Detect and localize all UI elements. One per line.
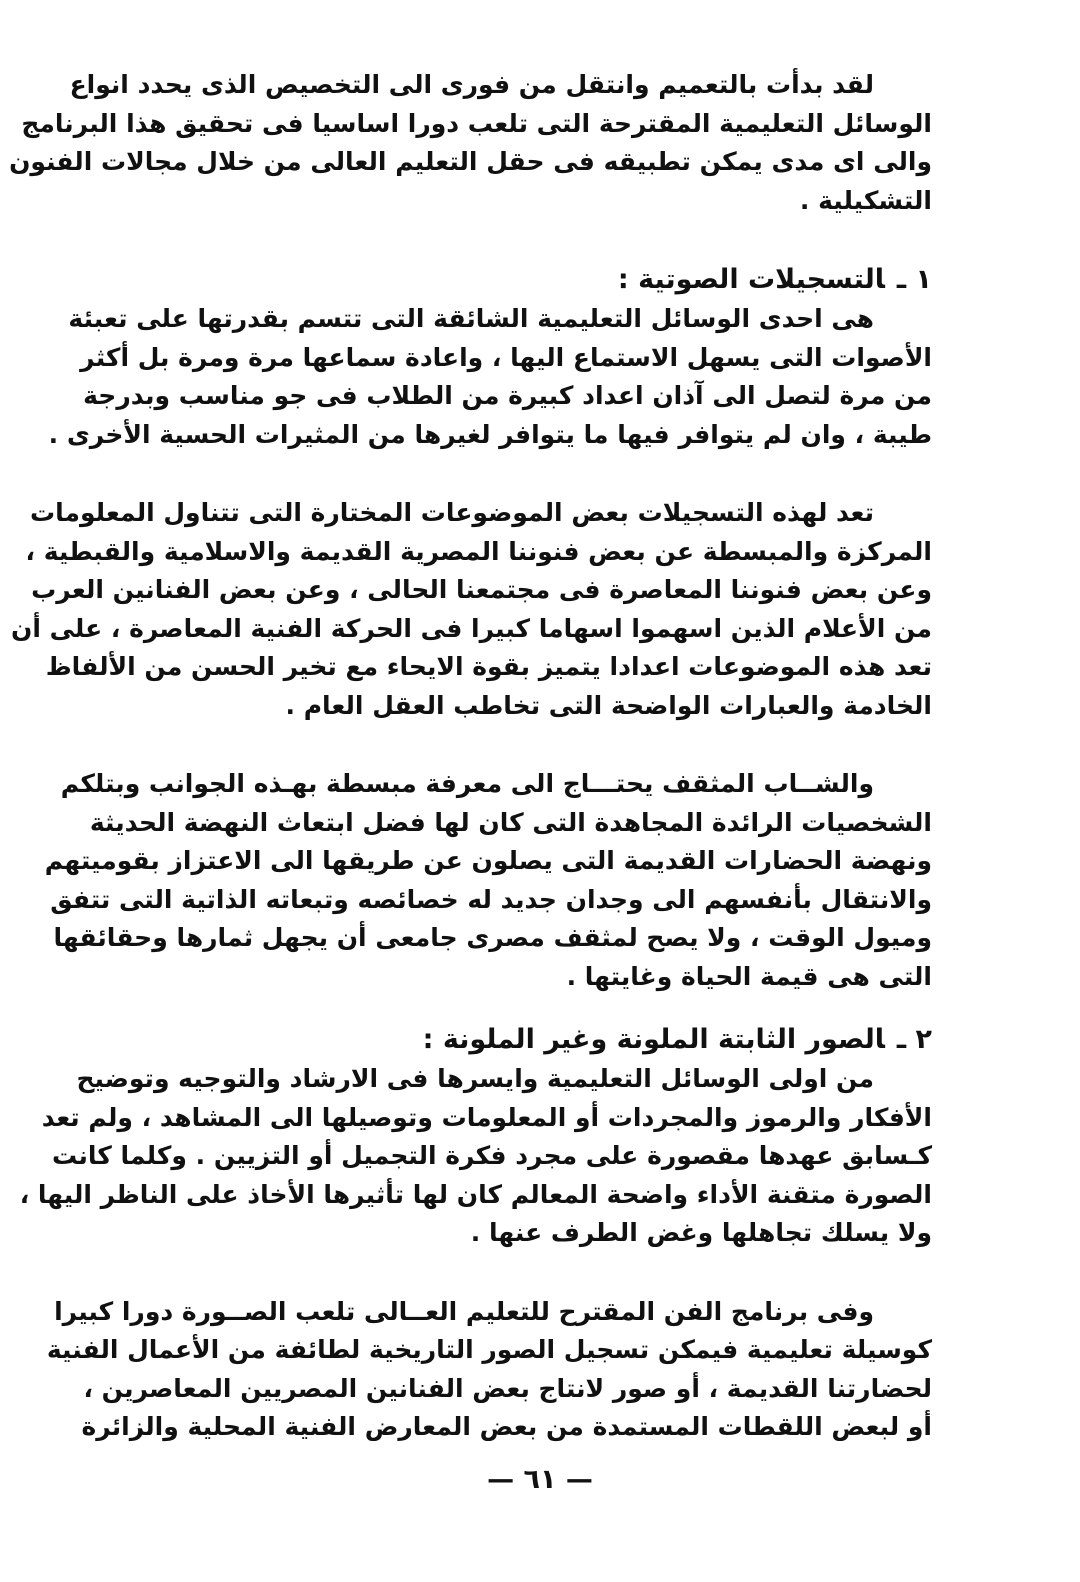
spacer [140, 220, 932, 260]
page-number: — ٦١ — [487, 1464, 593, 1495]
text-line: الأفكار والرموز والمجردات أو المعلومات وتوصيلها الى المشاهد ، ولم تعد [41, 1102, 932, 1132]
text-line: تعد هذه الموضوعات اعدادا يتميز بقوة الايحاء مع تخير الحسن من الألفاظ [45, 652, 932, 681]
text-line: المركزة والمبسطة عن بعض فنوننا المصرية القديمة والاسلامية والقبطية ، [25, 536, 932, 566]
text-line: الشخصيات الرائدة المجاهدة التى كان لها فضل ابتعاث النهضة الحديثة [89, 807, 932, 837]
text-line: وعن بعض فنوننا المعاصرة فى مجتمعنا الحالى ، وعن بعض الفنانين العرب [31, 575, 932, 604]
text-line: الأصوات التى يسهل الاستماع اليها ، واعادة سماعها مرة ومرة بل أكثر [80, 342, 932, 372]
text-line: طيبة ، وان لم يتوافر فيها ما يتوافر لغيرها من المثيرات الحسية الأخرى . [48, 419, 932, 449]
text-line: من مرة لتصل الى آذان اعداد كبيرة من الطلاب فى جو مناسب وبدرجة [83, 381, 932, 410]
section-number: ٢ ـ [896, 1024, 932, 1055]
text-line: الخادمة والعبارات الواضحة التى تخاطب العقل العام . [285, 690, 932, 720]
section-title: التسجيلات الصوتية : [617, 264, 885, 295]
spacer [140, 725, 932, 765]
text-line: والشــاب المثقف يحتـــاج الى معرفة مبسطة بهـذه الجوانب وبتلكم [60, 769, 874, 798]
text-line: الصورة متقنة الأداء واضحة المعالم كان لها تأثيرها الأخاذ على الناظر اليها ، [19, 1179, 932, 1209]
text-line: لحضارتنا القديمة ، أو صور لانتاج بعض الفنانين المصريين المعاصرين ، [83, 1373, 932, 1403]
section1-paragraph-1 [48, 300, 932, 454]
text-line: من الأعلام الذين اسهموا اسهاما كبيرا فى الحركة الفنية المعاصرة ، على أن [11, 613, 932, 643]
text-line: كوسيلة تعليمية فيمكن تسجيل الصور التاريخية لطائفة من الأعمال الفنية [46, 1335, 932, 1364]
text-line: تعد لهذه التسجيلات بعض الموضوعات المختارة التى تتناول المعلومات [29, 498, 874, 527]
spacer [140, 454, 932, 494]
text-line: التى هى قيمة الحياة وغايتها . [566, 961, 932, 991]
section2-paragraph-1 [19, 1060, 932, 1253]
text-line: هى احدى الوسائل التعليمية الشائقة التى تتسم بقدرتها على تعبئة [68, 304, 874, 333]
spacer [140, 1253, 932, 1293]
text-line: ولا يسلك تجاهلها وغض الطرف عنها . [470, 1218, 932, 1247]
text-line: لقد بدأت بالتعميم وانتقل من فورى الى التخصيص الذى يحدد انواع [69, 70, 874, 99]
document-page [9, 66, 932, 1506]
text-line: وفى برنامج الفن المقترح للتعليم العــالى تلعب الصــورة دورا كبيرا [54, 1296, 874, 1326]
text-line: أو لبعض اللقطات المستمدة من بعض المعارض الفنية المحلية والزائرة [81, 1412, 932, 1441]
section-heading-audio-recordings [140, 260, 932, 300]
text-line: التشكيلية . [799, 185, 932, 215]
text-line: كـسابق عهدها مقصورة على مجرد فكرة التجميل أو التزيين . وكلما كانت [52, 1141, 932, 1170]
text-line: من اولى الوسائل التعليمية وايسرها فى الارشاد والتوجيه وتوضيح [76, 1064, 874, 1093]
section2-paragraph-2 [46, 1293, 932, 1447]
section1-paragraph-3 [44, 765, 932, 996]
section-number: ١ ـ [896, 264, 932, 295]
text-line: والى اى مدى يمكن تطبيقه فى حقل التعليم العالى من خلال مجالات الفنون [9, 147, 932, 176]
section1-paragraph-2 [11, 494, 932, 725]
spacer [140, 996, 932, 1020]
section-title: الصور الثابتة الملونة وغير الملونة : [422, 1024, 885, 1055]
text-line: ونهضة الحضارات القديمة التى يصلون عن طريقها الى الاعتزاز بقوميتهم [44, 846, 932, 875]
intro-paragraph [9, 66, 932, 220]
text-line: والانتقال بأنفسهم الى وجدان جديد له خصائصه وتبعاته الذاتية التى تتفق [50, 884, 932, 914]
text-line: وميول الوقت ، ولا يصح لمثقف مصرى جامعى أن يجهل ثمارها وحقائقها [53, 923, 932, 952]
text-line: الوسائل التعليمية المقترحة التى تلعب دورا اساسيا فى تحقيق هذا البرنامج [21, 108, 932, 138]
section-heading-still-images [140, 1020, 932, 1060]
